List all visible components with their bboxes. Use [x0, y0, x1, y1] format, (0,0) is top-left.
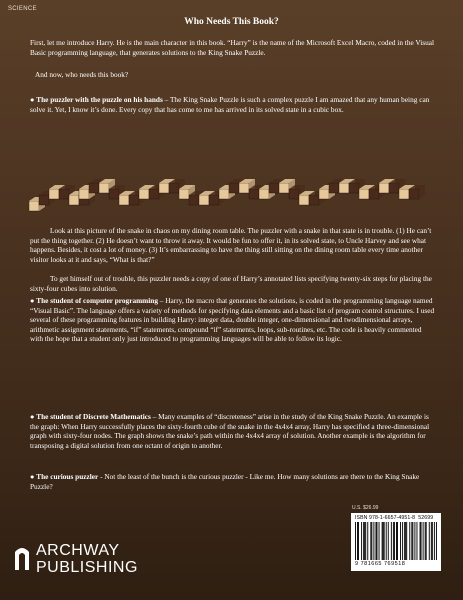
barcode-bar: [361, 522, 362, 560]
barcode-bar: [425, 522, 426, 560]
barcode-bar: [396, 522, 397, 560]
barcode-bar: [357, 522, 358, 560]
snake-cube: [139, 189, 149, 199]
snake-cube: [39, 195, 49, 205]
section-heading: The curious puzzler: [36, 472, 99, 481]
barcode-bar: [364, 522, 365, 560]
barcode-bar: [370, 522, 371, 560]
snake-puzzle-photo: [25, 163, 440, 223]
barcode-bar: [429, 522, 430, 560]
section-curious: [30, 472, 435, 491]
barcode-bar: [388, 522, 389, 560]
section-heading: The student of Discrete Mathematics: [36, 412, 151, 421]
snake-cube: [49, 189, 59, 199]
genre-label: SCIENCE: [8, 6, 37, 12]
barcode: [351, 513, 441, 571]
barcode-bar: [394, 522, 395, 560]
snake-cube: [229, 183, 239, 193]
snake-cube: [379, 183, 389, 193]
snake-cube: [159, 183, 169, 193]
barcode-bar: [355, 522, 356, 560]
snake-cube: [369, 189, 379, 199]
barcode-bar: [420, 522, 421, 560]
snake-cube: [279, 183, 289, 193]
snake-cube: [89, 183, 99, 193]
barcode-bar: [411, 522, 412, 560]
snake-cube: [259, 189, 269, 199]
intro-paragraph: First, let me introduce Harry. He is the main character in this book. “Harry” is the name of the Microsoft Excel Macro, coded in the Visual Basic programming language, that generates solutions to the King Snake Puzzle.: [30, 38, 435, 57]
barcode-bar: [426, 522, 427, 560]
barcode-number: 9 781665 769518: [355, 561, 406, 567]
barcode-bars: [355, 522, 437, 560]
barcode-bar: [382, 522, 383, 560]
barcode-bar: [423, 522, 424, 560]
snake-cube: [319, 189, 329, 199]
section-bullet: ●: [30, 472, 37, 481]
snake-cube: [69, 195, 79, 205]
isbn-label: ISBN 978-1-6657-4951-8 52699: [355, 515, 434, 521]
snake-cube: [349, 183, 359, 193]
snake-cube: [219, 189, 229, 199]
snake-cube: [309, 195, 319, 205]
archway-icon: [14, 544, 30, 570]
snake-cube: [399, 189, 409, 199]
snake-cube: [119, 195, 129, 205]
publisher-name-line2: PUBLISHING: [36, 559, 138, 576]
section-puzzler: [30, 95, 435, 114]
snake-cube: [109, 189, 119, 199]
barcode-bar: [412, 522, 413, 560]
section-heading: The puzzler with the puzzle on his hands: [36, 95, 163, 104]
barcode-bar: [391, 522, 392, 560]
snake-cube: [289, 189, 299, 199]
barcode-bar: [367, 522, 368, 560]
barcode-bar: [406, 522, 407, 560]
snake-cube: [79, 189, 89, 199]
barcode-bar: [405, 522, 406, 560]
barcode-bar: [376, 522, 377, 560]
section-bullet: ●: [30, 296, 37, 305]
section-text: - Not the least of the bunch is the curious puzzler - Like me. How many solutions are there to the King Snake Puzzle?: [30, 472, 420, 491]
snake-cube: [409, 189, 419, 199]
section-programming: [30, 296, 435, 344]
barcode-bar: [377, 522, 378, 560]
section-text: – Many examples of “discreteness” arise in the study of the King Snake Puzzle. An example is the graph: When Harry successfully places the sixty-fourth cube of the snake in the 4x4x4 array, Harry has specified a three-dimensional graph with sixty-four nodes. The graph shows the snake’s path within the 4x4x4 array of solution. Another example is the algorithm for transposing a digital solution from one octant of origin to another.: [30, 412, 430, 450]
barcode-bar: [393, 522, 394, 560]
barcode-bar: [404, 522, 405, 560]
barcode-bar: [397, 522, 398, 560]
question-paragraph: And now, who needs this book?: [35, 70, 129, 79]
barcode-bar: [436, 522, 437, 560]
photo-paragraph-2: To get himself out of trouble, this puzzler needs a copy of one of Harry’s annotated lists specifying twenty-six steps for placing the sixty-four cubes into solution.: [30, 274, 432, 293]
snake-cube: [359, 189, 369, 199]
price-label: U.S. $26.99: [352, 505, 379, 511]
page-title: Who Needs This Book?: [184, 17, 279, 27]
snake-cube: [299, 195, 309, 205]
barcode-bar: [365, 522, 366, 560]
barcode-bar: [363, 522, 364, 560]
snake-cube: [99, 183, 109, 193]
section-heading: The student of computer programming: [36, 296, 158, 305]
barcode-bar: [432, 522, 433, 560]
section-text: – Harry, the macro that generates the solutions, is coded in the programming language named “Visual Basic”. The language offers a variety of methods for specifying data elements and a basic list of program control structures. I used several of these programming features in building Harry: integer data, double integer, one-dimensional and twodimensional arrays, arithmetic assignment statements, “if” statements, compound “if” statements, loops, sub-routines, etc. The code is heavily commented with the hope that a student only just introduced to programming languages will be able to follow its logic.: [30, 296, 435, 344]
barcode-bar: [402, 522, 403, 560]
barcode-bar: [400, 522, 401, 560]
publisher-logo: [14, 540, 138, 580]
barcode-bar: [373, 522, 374, 560]
barcode-bar: [421, 522, 422, 560]
snake-cube: [149, 189, 159, 199]
snake-cube: [239, 183, 249, 193]
snake-cube: [199, 195, 209, 205]
section-text: – The King Snake Puzzle is such a complex puzzle I am amazed that any human being can solve it. Yet, I know it’s done. Every copy that has come to me has arrived in its solved state in a cubic box.: [30, 95, 430, 114]
barcode-bar: [358, 522, 359, 560]
snake-cube: [169, 183, 179, 193]
section-bullet: ●: [30, 412, 37, 421]
snake-cube: [179, 189, 189, 199]
snake-cube: [209, 195, 219, 205]
barcode-bar: [379, 522, 380, 560]
snake-cube: [129, 195, 139, 205]
barcode-bar: [409, 522, 410, 560]
barcode-bar: [371, 522, 372, 560]
barcode-bar: [386, 522, 387, 560]
barcode-bar: [384, 522, 385, 560]
barcode-bar: [414, 522, 415, 560]
snake-cube: [269, 183, 279, 193]
section-bullet: ●: [30, 95, 37, 104]
photo-paragraph-1: Look at this picture of the snake in chaos on my dining room table. The puzzler with a snake in that state is in trouble. (1) He can’t put the thing together. (2) He doesn’t want to throw it away. It would be fun to offer it, in its solved state, to Uncle Harvey and see what happens. Besides, it cost a lot of money. (3) It’s embarrassing to have the thing still sitting on the dining room table every time another visitor looks at it and says, “What is that?”: [30, 226, 432, 264]
snake-cube: [389, 183, 399, 193]
barcode-bar: [431, 522, 432, 560]
section-discrete-math: [30, 412, 435, 450]
snake-cube: [189, 195, 199, 205]
barcode-bar: [383, 522, 384, 560]
snake-cube: [339, 183, 349, 193]
publisher-name-line1: ARCHWAY: [36, 542, 120, 559]
isbn-addon: 52699: [418, 515, 434, 521]
snake-cube: [249, 189, 259, 199]
barcode-bar: [434, 522, 435, 560]
snake-cube: [329, 183, 339, 193]
snake-cube: [59, 189, 69, 199]
barcode-bar: [417, 522, 418, 560]
snake-cube: [29, 201, 39, 211]
